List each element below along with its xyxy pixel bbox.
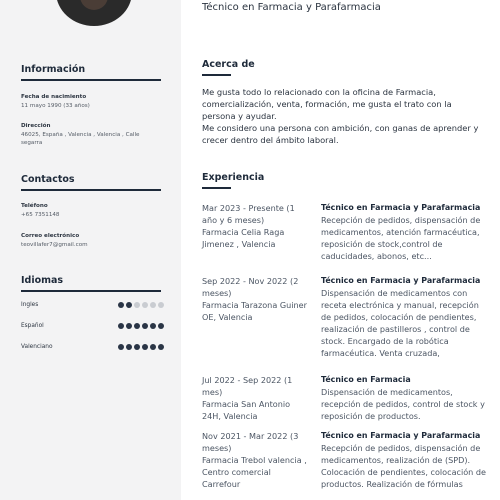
experience-details <box>321 374 489 422</box>
level-dot-filled <box>150 323 156 329</box>
job-role-heading: Técnico en Farmacia y Parafarmacia <box>202 2 381 13</box>
about-divider <box>202 74 231 76</box>
about-paragraph: Me gusta todo lo relacionado con la oficina de Farmacia, comercialización, venta, formación, me gusta el trato con la persona y ayudar. <box>202 87 452 121</box>
level-dot-filled <box>134 323 140 329</box>
email-block <box>21 233 161 249</box>
languages-title: Idiomas <box>21 275 64 286</box>
language-level-dots <box>118 344 164 350</box>
languages-section <box>21 275 161 292</box>
contacts-title: Contactos <box>21 174 75 185</box>
about-title: Acerca de <box>202 59 255 70</box>
experience-meta <box>202 430 310 490</box>
level-dot-filled <box>126 323 132 329</box>
experience-details <box>321 202 489 262</box>
sidebar <box>0 0 181 500</box>
level-dot-filled <box>118 344 124 350</box>
experience-dates: Mar 2023 - Presente (1 año y 6 meses) <box>202 203 295 225</box>
language-row <box>21 343 161 353</box>
experience-details <box>321 275 489 359</box>
experience-dates: Sep 2022 - Nov 2022 (2 meses) <box>202 276 299 298</box>
address-value: 46025, España , Valencia , Valencia , Calle segarra <box>21 132 140 146</box>
email-value[interactable]: teovillafer7@gmail.com <box>21 242 88 248</box>
email-label: Correo electrónico <box>21 233 80 239</box>
language-name: Valenciano <box>21 344 53 350</box>
level-dot-filled <box>118 323 124 329</box>
phone-block <box>21 203 161 219</box>
experience-meta <box>202 202 310 250</box>
level-dot-filled <box>126 344 132 350</box>
about-text <box>202 86 480 146</box>
language-level-dots <box>118 302 164 308</box>
experience-meta <box>202 275 310 323</box>
language-row <box>21 301 161 311</box>
experience-company: Farmacia San Antonio 24H, Valencia <box>202 399 291 421</box>
experience-job-title: Técnico en Farmacia y Parafarmacia <box>321 276 481 285</box>
language-name: Ingles <box>21 302 39 308</box>
experience-meta <box>202 374 310 422</box>
experience-title: Experiencia <box>202 172 265 183</box>
birth-block <box>21 94 161 110</box>
language-name: Español <box>21 323 44 329</box>
experience-company: Farmacia Trebol valencia , Centro comercial Carrefour <box>202 455 307 489</box>
address-block <box>21 123 161 147</box>
info-title: Información <box>21 64 86 75</box>
experience-dates: Nov 2021 - Mar 2022 (3 meses) <box>202 431 299 453</box>
address-label: Dirección <box>21 123 51 129</box>
birth-label: Fecha de nacimiento <box>21 94 87 100</box>
experience-description: Dispensación de medicamentos, recepción de pedidos, control de stock y reposición de productos. <box>321 387 485 421</box>
contacts-section <box>21 174 161 191</box>
languages-divider <box>21 290 161 292</box>
info-section <box>21 64 161 81</box>
level-dot-filled <box>158 323 164 329</box>
languages-list <box>21 301 161 361</box>
level-dot-filled <box>118 302 124 308</box>
level-dot-empty <box>142 302 148 308</box>
experience-company: Farmacia Celia Raga Jimenez , Valencia <box>202 227 285 249</box>
level-dot-filled <box>126 302 132 308</box>
language-level-dots <box>118 323 164 329</box>
level-dot-filled <box>158 344 164 350</box>
experience-divider <box>202 187 231 189</box>
experience-dates: Jul 2022 - Sep 2022 (1 mes) <box>202 375 293 397</box>
level-dot-empty <box>134 302 140 308</box>
level-dot-filled <box>142 344 148 350</box>
about-paragraph: Me considero una persona con ambición, con ganas de aprender y crecer dentro del ámbito laboral. <box>202 123 479 145</box>
experience-company: Farmacia Tarazona Guiner OE, Valencia <box>202 300 307 322</box>
profile-beard <box>80 0 108 10</box>
experience-job-title: Técnico en Farmacia y Parafarmacia <box>321 203 481 212</box>
level-dot-filled <box>150 344 156 350</box>
language-row <box>21 322 161 332</box>
level-dot-filled <box>134 344 140 350</box>
experience-description: Dispensación de medicamentos con receta electrónica y manual, recepción de pedidos, colocación de pendientes, realización de pastilleros , control de stock. Encargado de la robótica farmacéutica. Venta cruzada, <box>321 288 479 358</box>
level-dot-empty <box>150 302 156 308</box>
profile-photo <box>56 0 132 26</box>
birth-value: 11 mayo 1990 (33 años) <box>21 103 90 109</box>
experience-job-title: Técnico en Farmacia <box>321 375 411 384</box>
experience-job-title: Técnico en Farmacia y Parafarmacia <box>321 431 481 440</box>
level-dot-empty <box>158 302 164 308</box>
experience-description: Recepción de pedidos, dispensación de medicamentos, atención farmacéutica, reposición de stock,control de caducidades, abonos, etc... <box>321 215 481 261</box>
phone-label: Teléfono <box>21 203 48 209</box>
experience-description: Recepción de pedidos, dispensación de medicamentos, realización de (SPD). Colocación de pendientes, colocación de productos. Realización de fórmulas <box>321 443 486 489</box>
experience-details <box>321 430 489 490</box>
info-divider <box>21 79 161 81</box>
contacts-divider <box>21 189 161 191</box>
level-dot-filled <box>142 323 148 329</box>
phone-value[interactable]: +65 7351148 <box>21 212 60 218</box>
